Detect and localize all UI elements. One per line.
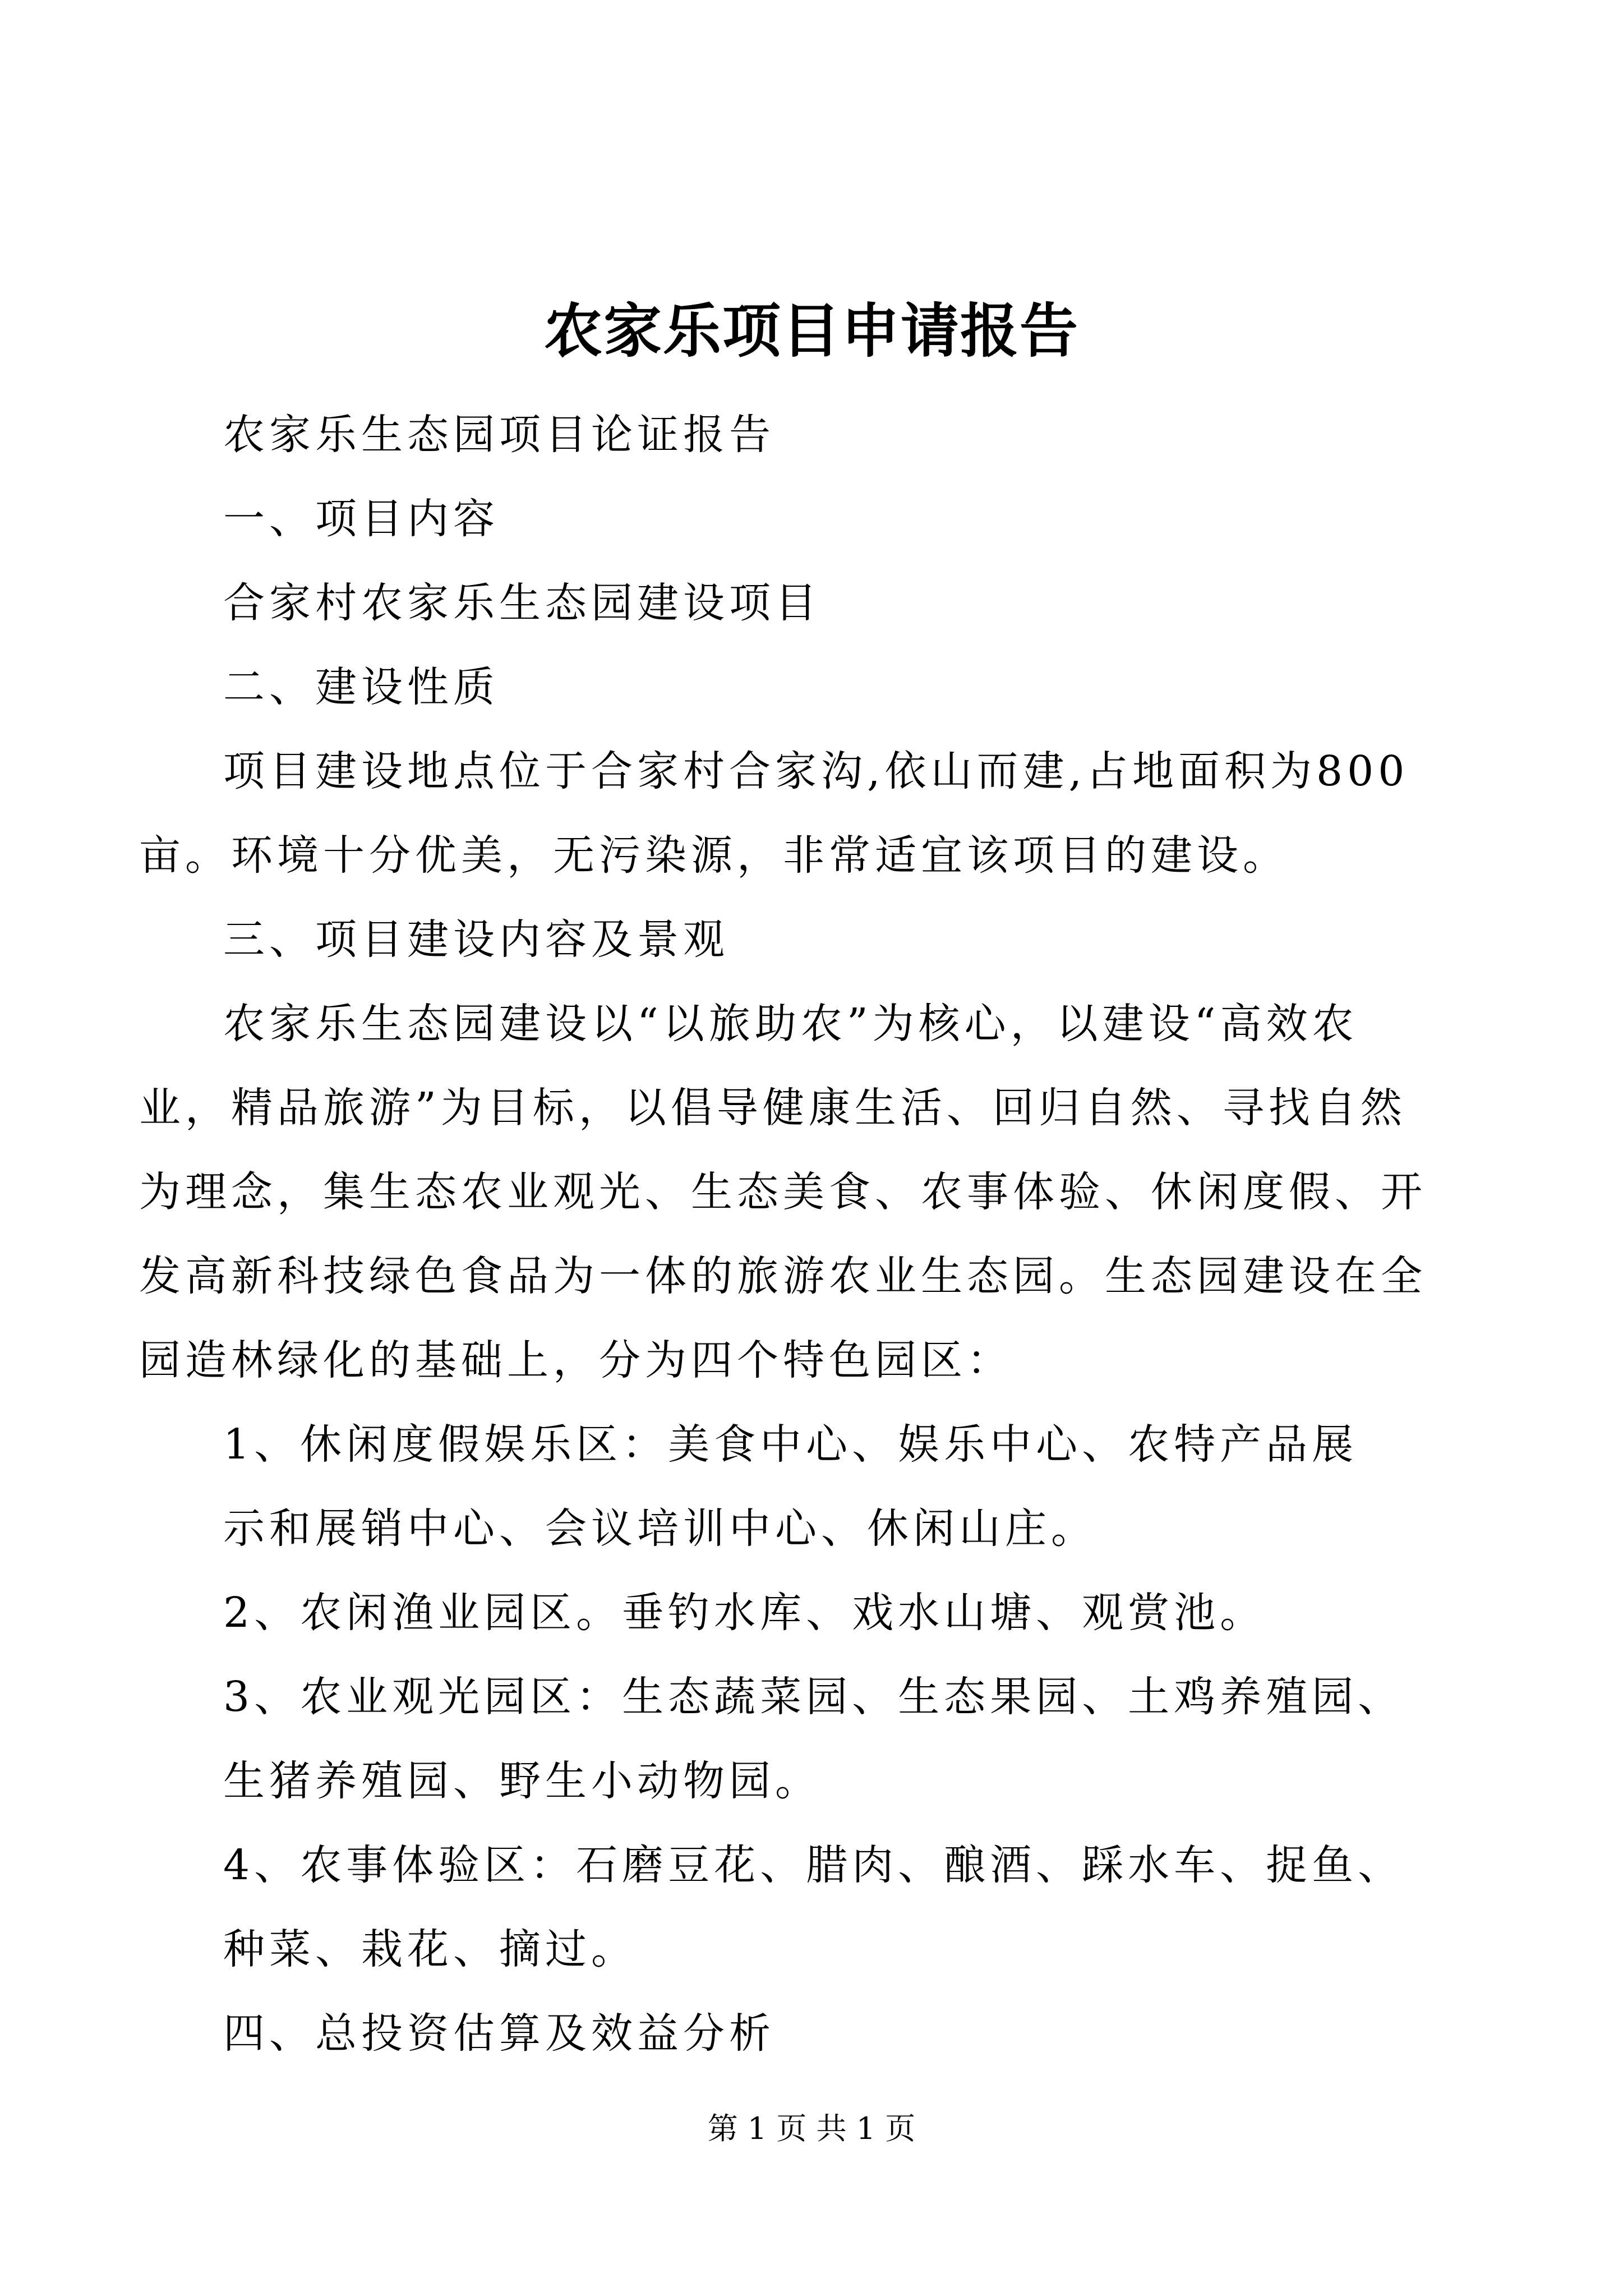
list-item-line: 生猪养殖园、野生小动物园。 xyxy=(223,1757,821,1805)
paragraph-line: 园造林绿化的基础上，分为四个特色园区： xyxy=(139,1336,1013,1384)
section2-heading: 二、建设性质 xyxy=(223,663,499,711)
section1-heading: 一、项目内容 xyxy=(223,495,499,543)
section4-heading: 四、总投资估算及效益分析 xyxy=(223,2009,775,2058)
page-footer: 第 1 页 共 1 页 xyxy=(707,2111,916,2146)
zone1-item xyxy=(223,1402,1429,1571)
list-item-line: 种菜、栽花、摘过。 xyxy=(223,1925,637,1973)
section3-paragraph xyxy=(139,982,1429,1402)
list-item-line: 1、休闲度假娱乐区：美食中心、娱乐中心、农特产品展 xyxy=(223,1420,1358,1469)
zone4-item xyxy=(223,1823,1429,1991)
document-title: 农家乐项目申请报告 xyxy=(543,296,1079,365)
section1-text: 合家村农家乐生态园建设项目 xyxy=(223,579,821,627)
list-item-line: 2、农闲渔业园区。垂钓水库、戏水山塘、观赏池。 xyxy=(223,1589,1266,1637)
zone2-item xyxy=(223,1571,1429,1655)
section2-paragraph xyxy=(139,729,1429,898)
list-item-line: 4、农事体验区：石磨豆花、腊肉、酿酒、踩水车、捉鱼、 xyxy=(223,1841,1404,1889)
section3-heading: 三、项目建设内容及景观 xyxy=(223,915,729,964)
list-item-line: 3、农业观光园区：生态蔬菜园、生态果园、土鸡养殖园、 xyxy=(223,1673,1404,1721)
zone3-item xyxy=(223,1655,1429,1823)
list-item-line: 示和展销中心、会议培训中心、休闲山庄。 xyxy=(223,1504,1097,1553)
paragraph-line: 业，精品旅游”为目标，以倡导健康生活、回归自然、寻找自然 xyxy=(139,1084,1407,1132)
paragraph-line: 农家乐生态园建设以“以旅助农”为核心，以建设“高效农 xyxy=(223,1000,1358,1048)
paragraph-line: 为理念，集生态农业观光、生态美食、农事体验、休闲度假、开 xyxy=(139,1168,1427,1216)
paragraph-line: 项目建设地点位于合家村合家沟,依山而建,占地面积为800 xyxy=(223,747,1409,795)
document-subtitle: 农家乐生态园项目论证报告 xyxy=(223,411,775,459)
paragraph-line: 亩。环境十分优美，无污染源，非常适宜该项目的建设。 xyxy=(139,831,1289,880)
paragraph-line: 发高新科技绿色食品为一体的旅游农业生态园。生态园建设在全 xyxy=(139,1252,1427,1300)
